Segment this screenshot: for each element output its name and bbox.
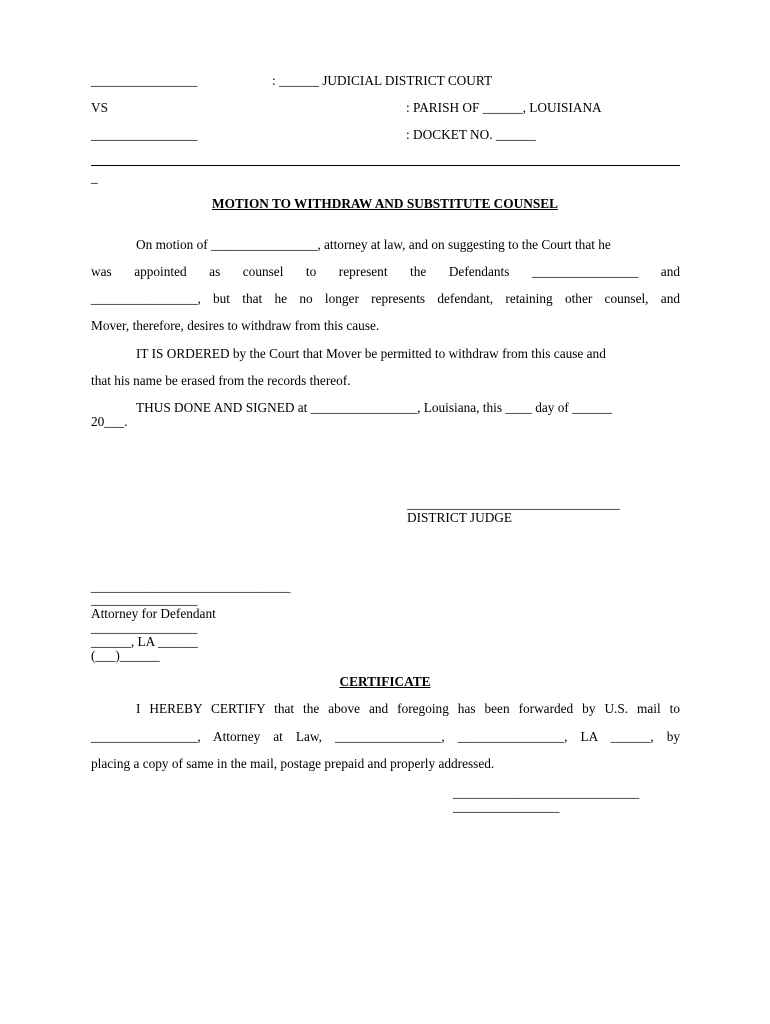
- caption-divider-tail: _: [91, 170, 98, 185]
- attorney-phone-line: (___)______: [91, 648, 160, 663]
- motion-title: MOTION TO WITHDRAW AND SUBSTITUTE COUNSEL: [212, 196, 558, 211]
- court-line: : ______ JUDICIAL DISTRICT COURT: [272, 73, 493, 88]
- certificate-signature-line: ____________________________: [453, 785, 640, 800]
- certificate-line3: placing a copy of same in the mail, postage prepaid and properly addressed.: [91, 756, 495, 771]
- attorney-label: Attorney for Defendant: [91, 606, 216, 621]
- certificate-title: CERTIFICATE: [339, 674, 431, 689]
- versus-label: VS: [91, 100, 108, 115]
- attorney-name-line: ________________: [91, 592, 198, 607]
- para1-line4: Mover, therefore, desires to withdraw from this cause.: [91, 318, 380, 333]
- party2-blank: ________________: [91, 127, 198, 142]
- parish-line: : PARISH OF ______, LOUISIANA: [406, 100, 602, 115]
- para1-line2: was appointed as counsel to represent the Defendants ________________ and: [91, 264, 680, 279]
- attorney-address-line: ________________: [91, 620, 198, 635]
- para1-line1: On motion of ________________, attorney at law, and on suggesting to the Court that he: [136, 237, 611, 252]
- para3-line2: 20___.: [91, 414, 128, 429]
- attorney-city-line: ______, LA ______: [91, 634, 198, 649]
- para2-line2: that his name be erased from the records thereof.: [91, 373, 351, 388]
- para2-line1: IT IS ORDERED by the Court that Mover be permitted to withdraw from this cause and: [136, 346, 606, 361]
- attorney-signature-line: ______________________________: [91, 579, 291, 594]
- para3-line1: THUS DONE AND SIGNED at ________________, Louisiana, this ____ day of ______: [136, 400, 613, 415]
- caption-divider: [91, 165, 680, 166]
- docket-line: : DOCKET NO. ______: [406, 127, 536, 142]
- certificate-line2: ________________, Attorney at Law, ________________, ________________, LA ______, by: [91, 729, 680, 744]
- certificate-signature-line-2: ________________: [453, 799, 560, 814]
- certificate-line1: I HEREBY CERTIFY that the above and foregoing has been forwarded by U.S. mail to: [136, 701, 680, 716]
- judge-signature-line: ________________________________: [407, 496, 620, 511]
- district-judge-label: DISTRICT JUDGE: [407, 510, 513, 525]
- party1-blank: ________________: [91, 73, 198, 88]
- para1-line3: ________________, but that he no longer represents defendant, retaining other counsel, and: [91, 291, 680, 306]
